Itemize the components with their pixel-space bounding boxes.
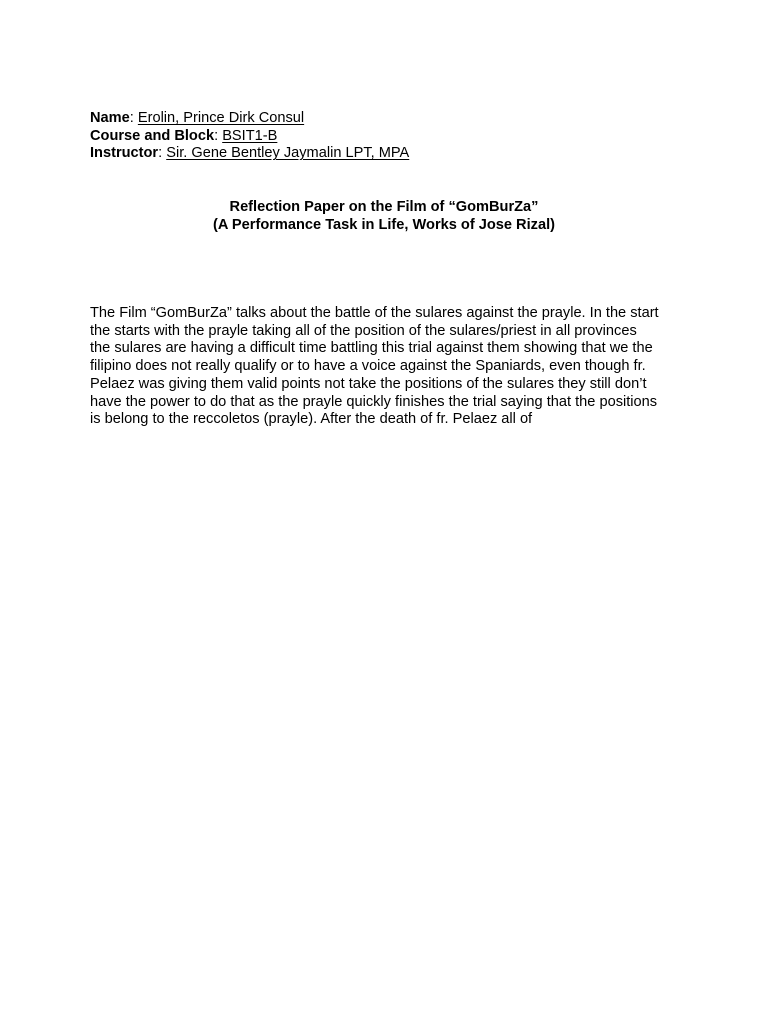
paragraph-line: The Film “GomBurZa” talks about the battle of the sulares against the prayle. In the start xyxy=(90,305,659,321)
paragraph-line: have the power to do that as the prayle quickly finishes the trial saying that the positions xyxy=(90,393,658,410)
paragraph-line: Pelaez was giving them valid points not take the positions of the sulares they still don’t xyxy=(90,375,647,392)
name-separator: : xyxy=(129,110,138,126)
course-separator: : xyxy=(214,127,223,144)
instructor-label: Instructor xyxy=(90,145,159,162)
paragraph-line: the starts with the prayle taking all of the position of the sulares/priest in all provinces xyxy=(90,322,637,339)
student-info xyxy=(90,110,690,163)
instructor-line xyxy=(90,145,690,163)
course-line xyxy=(90,128,690,146)
title-line-2: (A Performance Task in Life, Works of Jose Rizal) xyxy=(213,216,555,233)
instructor-separator: : xyxy=(158,145,167,162)
name-value: Erolin, Prince Dirk Consul xyxy=(137,110,305,126)
paragraph-line: is belong to the reccoletos (prayle). After the death of fr. Pelaez all of xyxy=(90,411,533,428)
body-paragraph xyxy=(90,305,682,429)
title-line-1: Reflection Paper on the Film of “GomBurZa” xyxy=(229,199,539,215)
course-value: BSIT1-B xyxy=(222,127,278,144)
paragraph-line: filipino does not really qualify or to have a voice against the Spaniards, even though fr. xyxy=(90,358,646,375)
name-label: Name xyxy=(90,110,130,126)
paper-title xyxy=(90,199,678,234)
name-line xyxy=(90,110,690,128)
course-label: Course and Block xyxy=(90,127,215,144)
instructor-value: Sir. Gene Bentley Jaymalin LPT, MPA xyxy=(166,145,410,162)
paragraph-line: the sulares are having a difficult time battling this trial against them showing that we the xyxy=(90,340,653,357)
